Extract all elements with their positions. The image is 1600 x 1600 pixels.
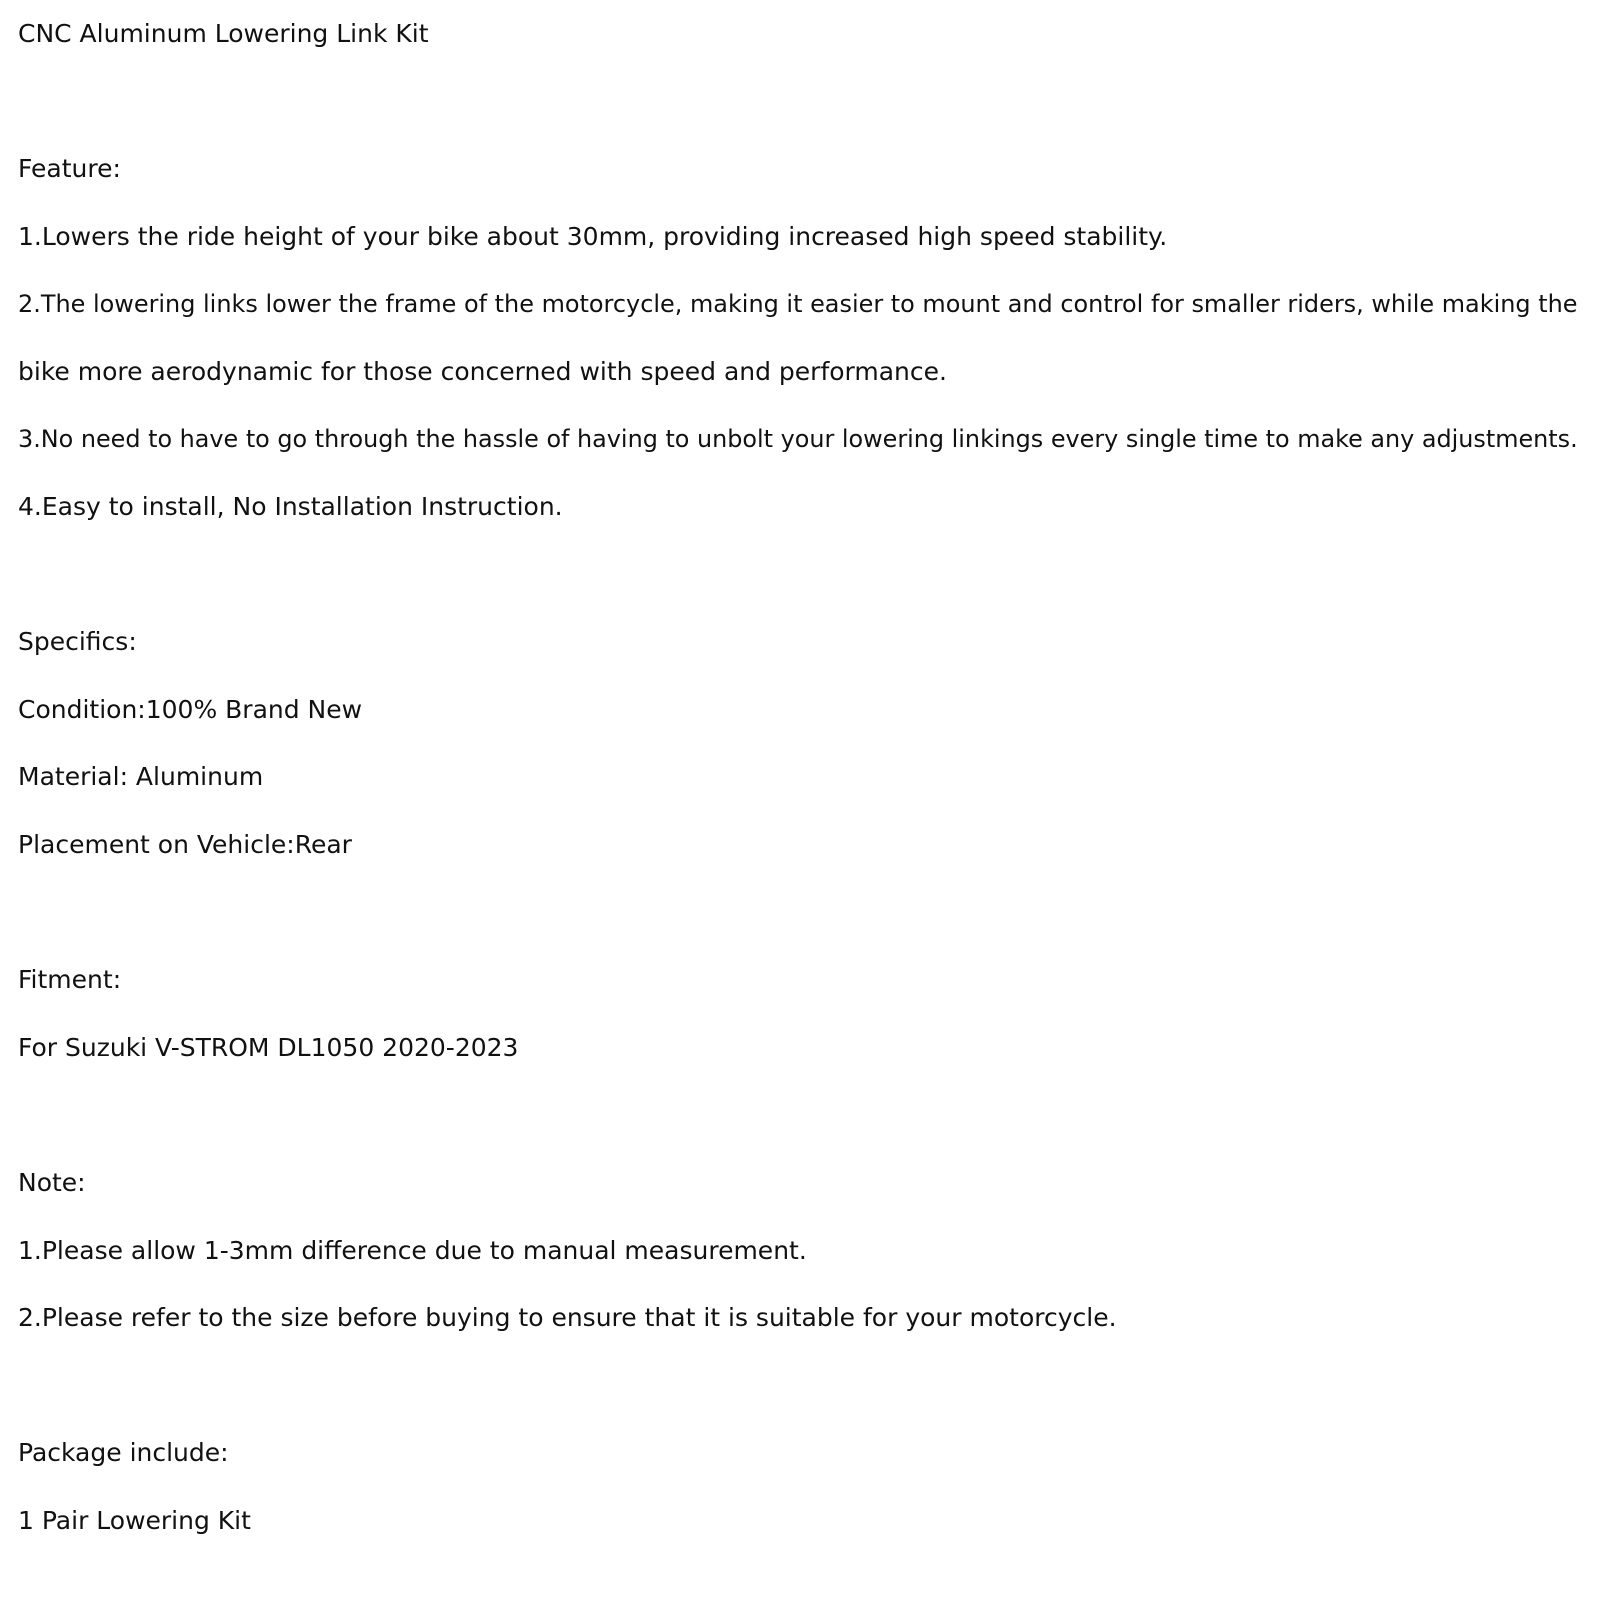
note-heading: Note: [18, 1168, 86, 1197]
fitment-heading: Fitment: [18, 965, 122, 994]
specifics-item: Placement on Vehicle:Rear [18, 830, 352, 859]
package-heading: Package include: [18, 1438, 229, 1467]
feature-heading: Feature: [18, 154, 121, 183]
note-item: 2.Please refer to the size before buying to ensure that it is suitable for your motorcycle. [18, 1303, 1117, 1332]
feature-item: 4.Easy to install, No Installation Instruction. [18, 492, 563, 521]
specifics-heading: Specifics: [18, 627, 137, 656]
package-item: 1 Pair Lowering Kit [18, 1506, 251, 1535]
feature-item: 3.No need to have to go through the hassle of having to unbolt your lowering linkings every single time to make any adjustments. [18, 425, 1578, 453]
feature-item: 2.The lowering links lower the frame of the motorcycle, making it easier to mount and control for smaller riders, while making the [18, 290, 1578, 318]
feature-item: bike more aerodynamic for those concerned with speed and performance. [18, 357, 947, 386]
page-title: CNC Aluminum Lowering Link Kit [18, 19, 429, 48]
fitment-item: For Suzuki V-STROM DL1050 2020-2023 [18, 1033, 519, 1062]
specifics-item: Condition:100% Brand New [18, 695, 363, 724]
feature-item: 1.Lowers the ride height of your bike about 30mm, providing increased high speed stability. [18, 222, 1168, 251]
specifics-item: Material: Aluminum [18, 762, 264, 791]
note-item: 1.Please allow 1-3mm difference due to manual measurement. [18, 1236, 807, 1265]
